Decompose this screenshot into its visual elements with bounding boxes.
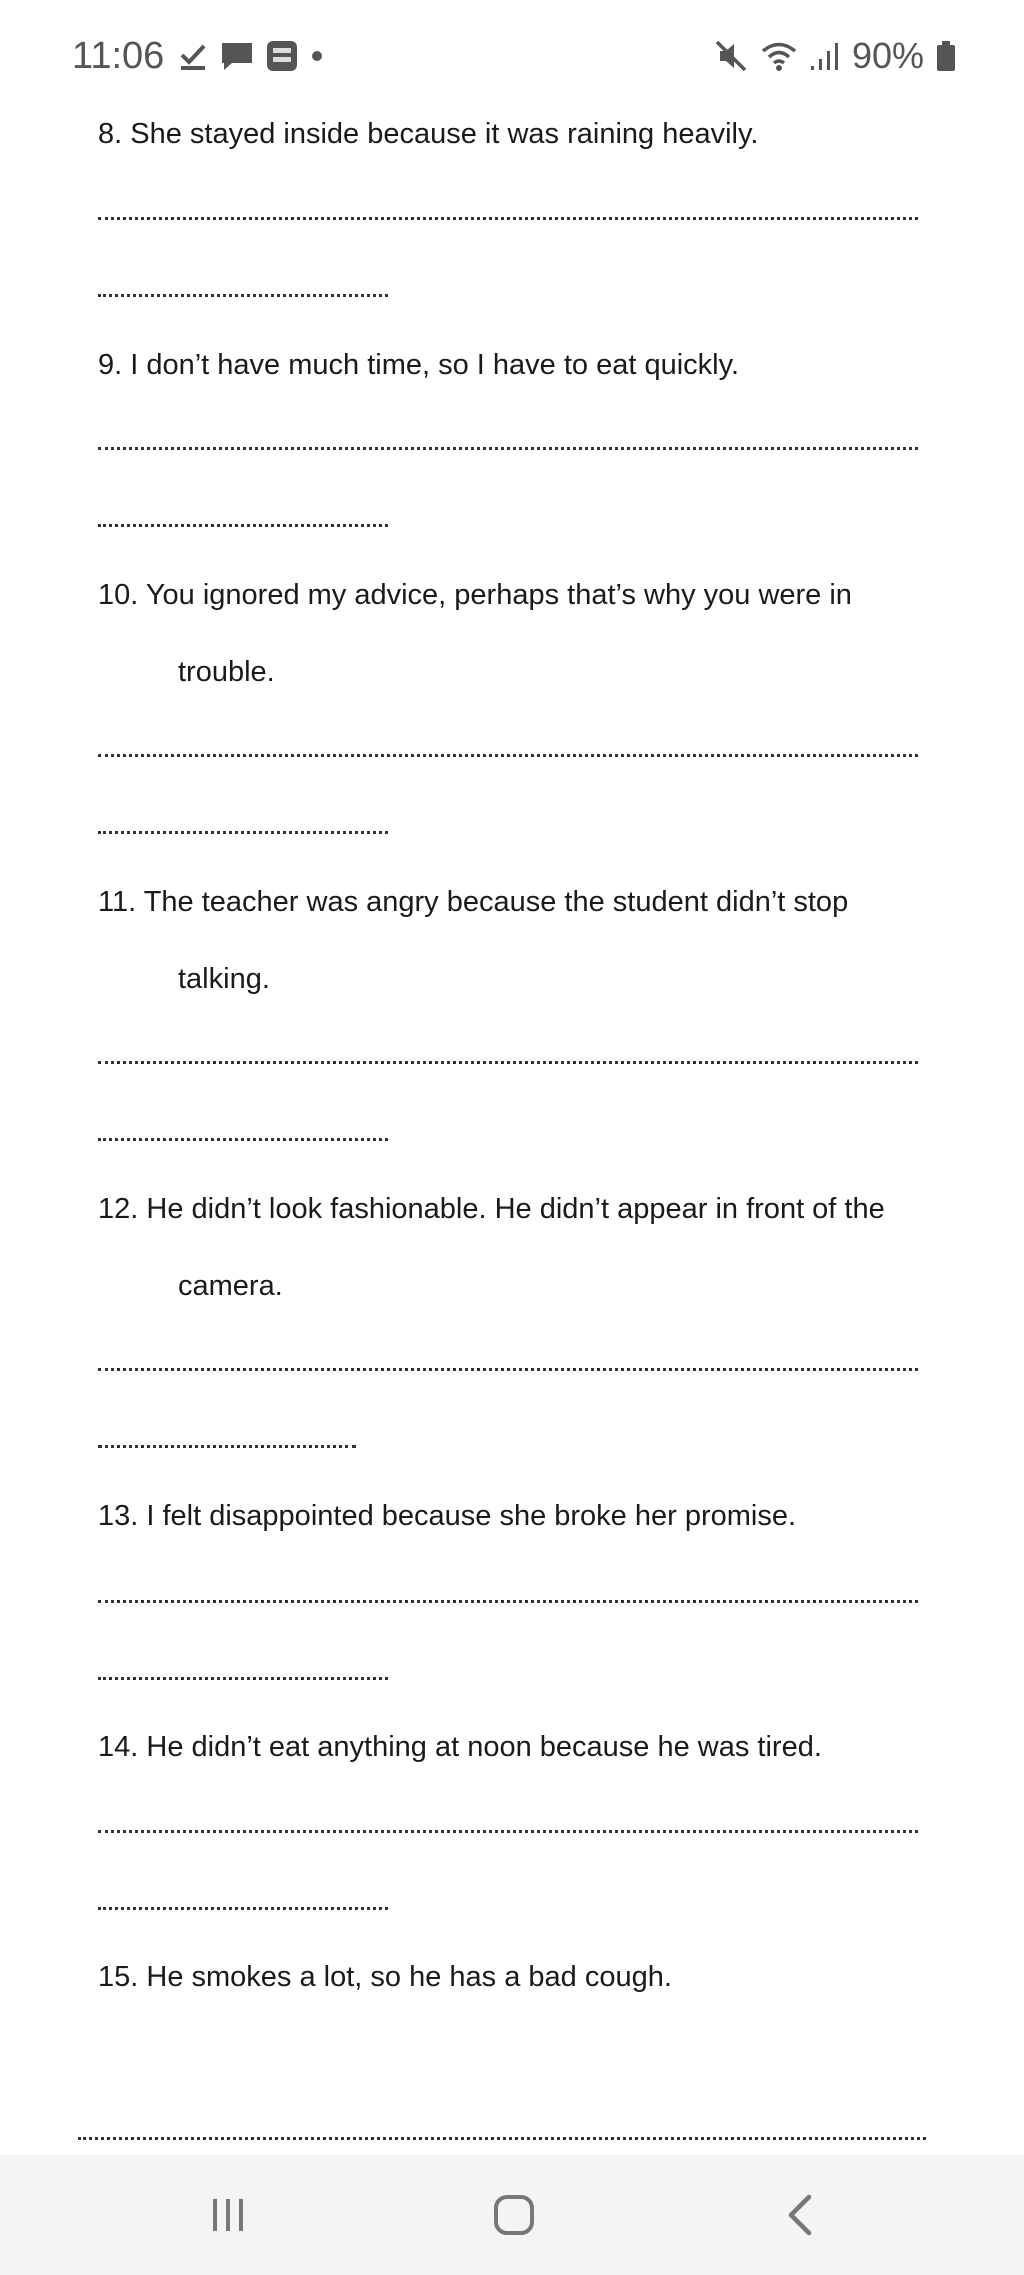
navigation-bar [0,2155,1024,2275]
back-icon [783,2193,817,2237]
answer-line-11b [98,1138,388,1141]
answer-line-8a [98,217,918,220]
question-15-text: 15. He smokes a lot, so he has a bad cough. [98,1961,672,1993]
battery-percent: 90% [851,35,924,76]
answer-line-12b [98,1445,356,1448]
answer-line-13a [98,1600,918,1603]
home-icon [492,2193,536,2237]
answer-line-13b [98,1677,388,1680]
question-12-text: 12. He didn’t look fashionable. He didn’t appear in front of the [98,1193,885,1225]
question-9-text: 9. I don’t have much time, so I have to eat quickly. [98,349,740,381]
question-12-text-cont: camera. [178,1270,283,1302]
question-10-text-cont: trouble. [178,656,275,688]
question-11-text: 11. The teacher was angry because the student didn’t stop [98,886,849,918]
recents-icon [208,2195,248,2235]
answer-line-10b [98,831,388,834]
answer-line-10a [98,754,918,757]
answer-line-14b [98,1907,388,1910]
question-14-text: 14. He didn’t eat anything at noon because he was tired. [98,1731,822,1763]
status-time: 11:06 [72,35,165,77]
answer-line-14a [98,1830,918,1833]
question-10-text: 10. You ignored my advice, perhaps that’s why you were in [98,579,852,611]
question-11-text-cont: talking. [178,963,270,995]
question-8-text: 8. She stayed inside because it was raining heavily. [98,118,759,150]
answer-line-15a [78,2137,926,2140]
answer-line-9b [98,524,388,527]
back-button[interactable] [720,2155,880,2275]
answer-line-12a [98,1368,918,1371]
home-button[interactable] [434,2155,594,2275]
answer-line-8b [98,294,388,297]
answer-line-11a [98,1061,918,1064]
recents-button[interactable] [148,2155,308,2275]
question-13-text: 13. I felt disappointed because she broke her promise. [98,1500,797,1532]
answer-line-9a [98,447,918,450]
